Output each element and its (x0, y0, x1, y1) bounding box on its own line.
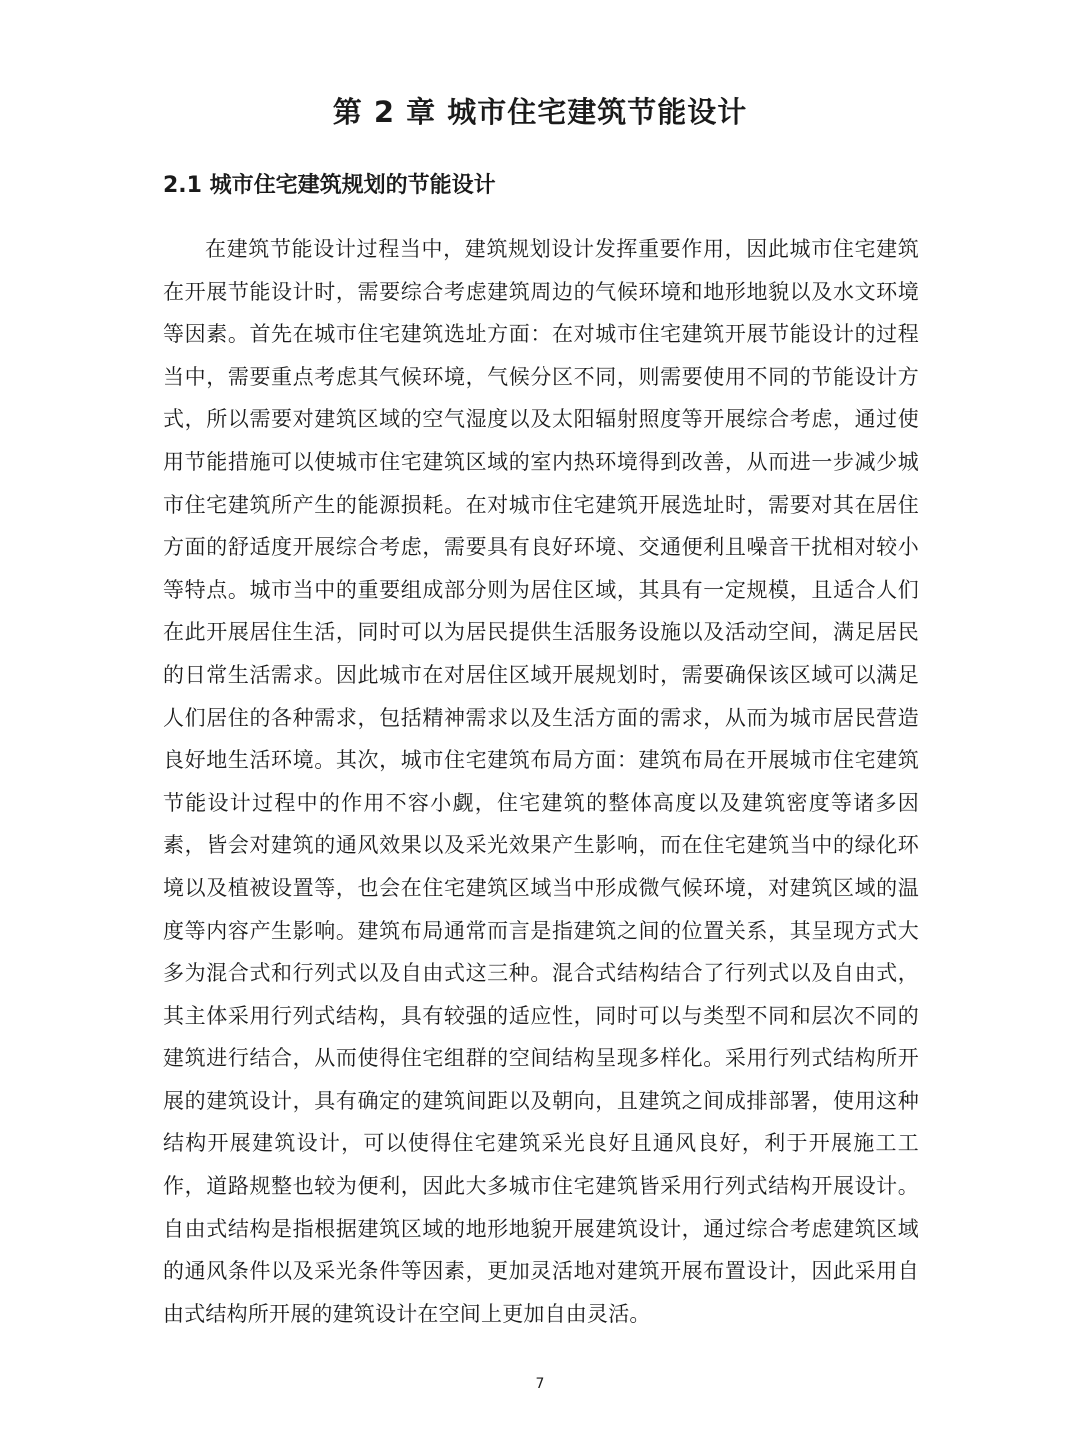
section-title: 2.1 城市住宅建筑规划的节能设计 (163, 173, 496, 198)
body-paragraph: 在建筑节能设计过程当中，建筑规划设计发挥重要作用，因此城市住宅建筑在开展节能设计时，需要综合考虑建筑周边的气候环境和地形地貌以及水文环境等因素。首先在城市住宅建筑选址方面：在对城市住宅建筑开展节能设计的过程当中，需要重点考虑其气候环境，气候分区不同，则需要使用不同的节能设计方式，所以需要对建筑区域的空气湿度以及太阳辐射照度等开展综合考虑，通过使用节能措施可以使城市住宅建筑区域的室内热环境得到改善，从而进一步减少城市住宅建筑所产生的能源损耗。在对城市住宅建筑开展选址时，需要对其在居住方面的舒适度开展综合考虑，需要具有良好环境、交通便利且噪音干扰相对较小等特点。城市当中的重要组成部分则为居住区域，其具有一定规模，且适合人们在此开展居住生活，同时可以为居民提供生活服务设施以及活动空间，满足居民的日常生活需求。因此城市在对居住区域开展规划时，需要确保该区域可以满足人们居住的各种需求，包括精神需求以及生活方面的需求，从而为城市居民营造良好地生活环境。其次，城市住宅建筑布局方面：建筑布局在开展城市住宅建筑节能设计过程中的作用不容小觑，住宅建筑的整体高度以及建筑密度等诸多因素，皆会对建筑的通风效果以及采光效果产生影响，而在住宅建筑当中的绿化环境以及植被设置等，也会在住宅建筑区域当中形成微气候环境，对建筑区域的温度等内容产生影响。建筑布局通常而言是指建筑之间的位置关系，其呈现方式大多为混合式和行列式以及自由式这三种。混合式结构结合了行列式以及自由式，其主体采用行列式结构，具有较强的适应性，同时可以与类型不同和层次不同的建筑进行结合，从而使得住宅组群的空间结构呈现多样化。采用行列式结构所开展的建筑设计，具有确定的建筑间距以及朝向，且建筑之间成排部署，使用这种结构开展建筑设计，可以使得住宅建筑采光良好且通风良好，利于开展施工工作，道路规整也较为便利，因此大多城市住宅建筑皆采用行列式结构开展设计。自由式结构是指根据建筑区域的地形地貌开展建筑设计，通过综合考虑建筑区域的通风条件以及采光条件等因素，更加灵活地对建筑开展布置设计，因此采用自由式结构所开展的建筑设计在空间上更加自由灵活。 (163, 237, 919, 1326)
chapter-title: 第 2 章 城市住宅建筑节能设计 (332, 95, 748, 129)
page-number: 7 (535, 1376, 545, 1392)
